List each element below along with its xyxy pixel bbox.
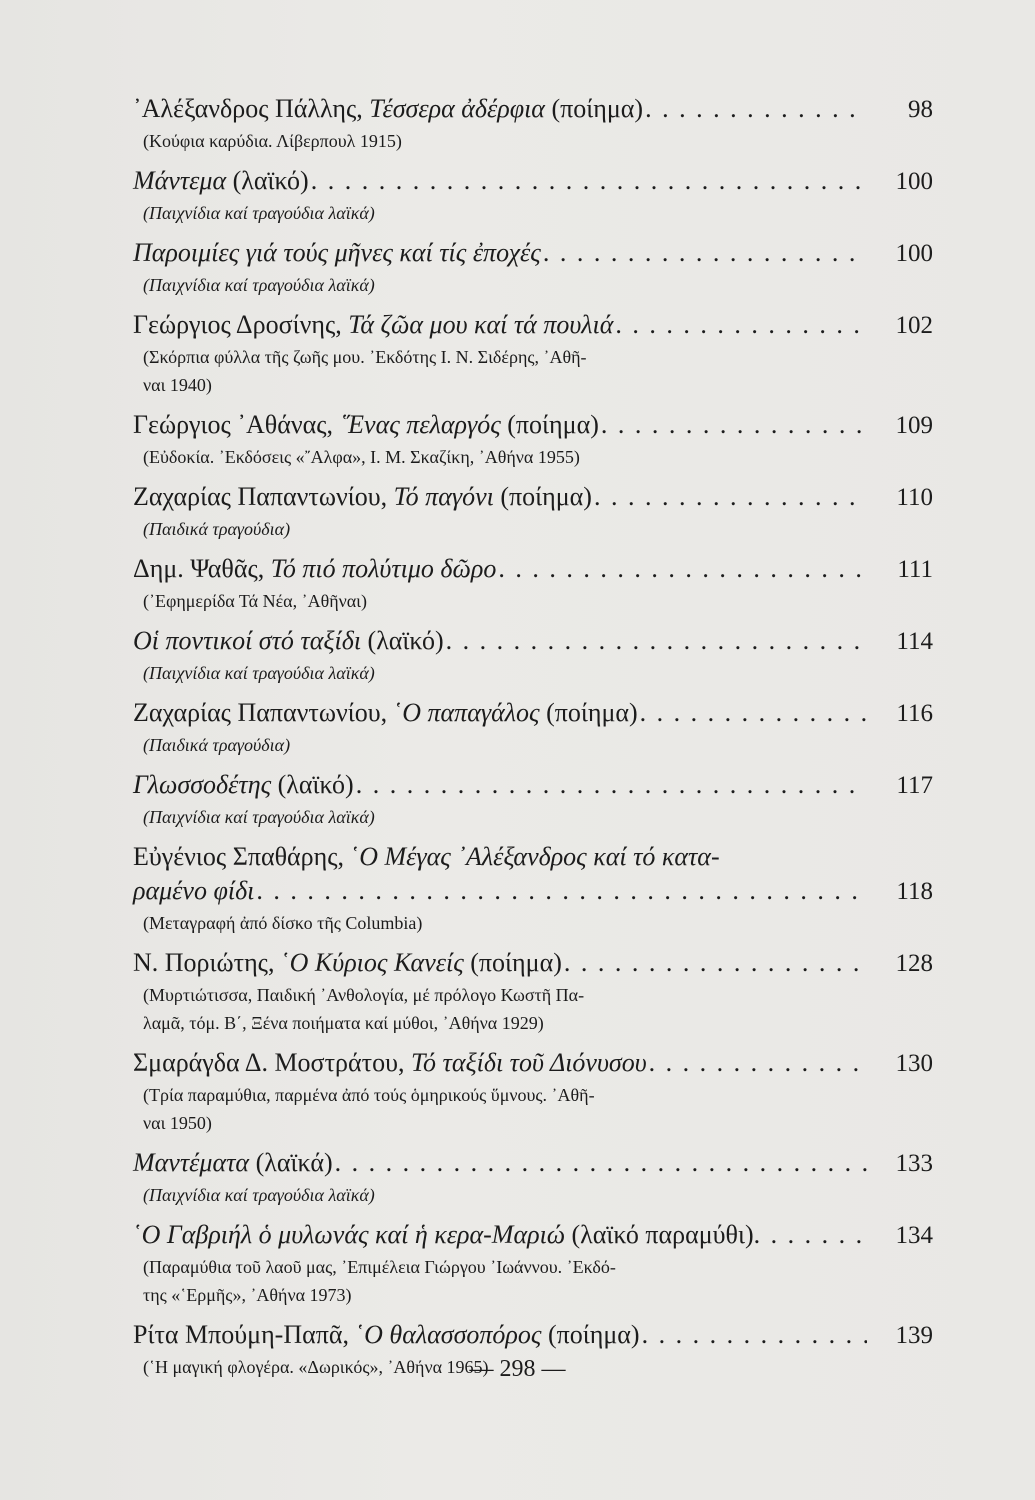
entry-genre: (ποίημα)	[493, 482, 592, 511]
dot-leader	[640, 696, 867, 730]
toc-entry-title	[133, 768, 354, 802]
dot-leader	[601, 408, 867, 442]
dot-leader	[498, 552, 867, 586]
entry-page-number: 100	[895, 240, 933, 267]
toc-entry-title	[133, 236, 541, 270]
entry-work-title: Τό πιό πολύτιμο δῶρο	[270, 554, 497, 583]
toc-entry	[133, 946, 933, 1037]
entry-author: Ρίτα Μπούμη-Παπᾶ,	[133, 1320, 356, 1349]
entry-page-number: 114	[896, 628, 933, 655]
entry-page-number: 98	[908, 96, 933, 123]
entry-work-title: Τά ζῶα μου καί τά πουλιά	[348, 310, 614, 339]
toc-entry	[133, 1146, 933, 1209]
entry-genre: (ποίημα)	[463, 948, 562, 977]
toc-entry-line	[133, 92, 933, 127]
entry-genre: (ποίημα)	[500, 410, 599, 439]
toc-entry	[133, 236, 933, 299]
entry-genre: (ποίημα)	[544, 94, 644, 123]
toc-entry	[133, 696, 933, 759]
toc-entry	[133, 768, 933, 831]
entry-author: Ζαχαρίας Παπαντωνίου,	[133, 698, 394, 727]
toc-entry-title	[133, 624, 444, 658]
toc-entry-line	[133, 236, 933, 271]
page-number-footer: — 298 —	[469, 1356, 566, 1382]
toc-entry-line	[133, 1046, 933, 1081]
entry-page-number: 118	[896, 878, 933, 905]
toc-entry-line	[133, 480, 933, 515]
entry-page-number: 109	[895, 412, 933, 439]
entry-work-title: Μαντέματα	[133, 1148, 250, 1177]
entry-source-line: ναι 1950)	[143, 1113, 212, 1133]
dot-leader	[311, 164, 867, 198]
toc-entry-title	[133, 480, 592, 514]
entry-author: ᾿Αλέξανδρος Πάλλης,	[133, 94, 370, 123]
toc-entry-line	[133, 552, 933, 587]
toc-entry-title	[133, 1218, 754, 1252]
entry-source	[133, 515, 933, 543]
entry-work-title: Οἱ ποντικοί στό ταξίδι	[133, 626, 362, 655]
entry-page-number: 111	[897, 556, 933, 583]
entry-genre: (λαϊκό παραμύθι)	[564, 1220, 754, 1249]
entry-source-line: ναι 1940)	[143, 375, 212, 395]
entry-source-line: (Παιχνίδια καί τραγούδια λαϊκά)	[143, 275, 375, 295]
toc-entry-line	[133, 768, 933, 803]
toc-entry-line	[133, 1218, 933, 1253]
entry-page-number: 117	[896, 772, 933, 799]
dot-leader	[645, 92, 867, 126]
entry-work-title: ῞Ενας πελαργός	[339, 410, 501, 439]
toc-entry	[133, 1046, 933, 1137]
entry-genre: (λαϊκό)	[361, 626, 444, 655]
entry-source	[133, 1081, 933, 1137]
dot-leader	[446, 624, 867, 658]
entry-work-title: ῾Ο Γαβριήλ ὁ μυλωνάς καί ἡ κερα-Μαριώ	[133, 1220, 565, 1249]
entry-source	[133, 343, 933, 399]
toc-entry	[133, 92, 933, 155]
entry-work-title: Τό ταξίδι τοῦ Διόνυσου	[410, 1048, 647, 1077]
toc-entry	[133, 480, 933, 543]
dot-leader	[256, 874, 867, 908]
entry-source-line: (Κούφια καρύδια. Λίβερπουλ 1915)	[143, 131, 402, 151]
entry-source-line: (Εὐδοκία. ᾿Εκδόσεις «῎Αλφα», Ι. Μ. Σκαζίκη, ᾿Αθήνα 1955)	[143, 447, 580, 467]
dot-leader	[642, 1318, 867, 1352]
entry-genre: (λαϊκό)	[226, 166, 309, 195]
entry-source-line: (Παιχνίδια καί τραγούδια λαϊκά)	[143, 663, 375, 683]
toc-entry	[133, 164, 933, 227]
entry-source-line: (Τρία παραμύθια, παρμένα ἀπό τούς ὁμηρικούς ὕμνους. ᾿Αθῆ-	[143, 1085, 595, 1105]
entry-work-title: Μάντεμα	[133, 166, 227, 195]
entry-source	[133, 659, 933, 687]
entry-work-title: ῾Ο θαλασσοπόρος	[355, 1320, 542, 1349]
entry-source-line: (Παιδικά τραγούδια)	[143, 735, 291, 755]
entry-genre: (ποίημα)	[539, 698, 638, 727]
entry-source	[133, 127, 933, 155]
entry-source-line: λαμᾶ, τόμ. Β΄, Ξένα ποιήματα καί μύθοι, ᾿Αθήνα 1929)	[143, 1013, 544, 1033]
entry-source-line: (Παραμύθια τοῦ λαοῦ μας, ᾿Επιμέλεια Γιώργου ᾿Ιωάννου. ᾿Εκδό-	[143, 1257, 616, 1277]
toc-entry-title	[133, 840, 933, 874]
toc-entry	[133, 308, 933, 399]
dot-leader	[564, 946, 867, 980]
entry-source	[133, 909, 933, 937]
dot-leader	[649, 1046, 867, 1080]
toc-entry-line	[133, 696, 933, 731]
toc-entry	[133, 840, 933, 937]
entry-work-title: Τό παγόνι	[393, 482, 494, 511]
entry-work-title: ραμένο φίδι	[133, 876, 255, 905]
toc-entry-line	[133, 874, 933, 909]
toc-entry-title	[133, 946, 562, 980]
entry-author: Δημ. Ψαθᾶς,	[133, 554, 271, 583]
entry-source-line: (Παιχνίδια καί τραγούδια λαϊκά)	[143, 807, 375, 827]
entry-source	[133, 981, 933, 1037]
entry-source-line: (Μεταγραφή ἀπό δίσκο τῆς Columbia)	[143, 913, 423, 933]
entry-work-title: ῾Ο Κύριος Κανείς	[280, 948, 464, 977]
toc-entry-line	[133, 624, 933, 659]
toc-entry-title	[133, 1046, 647, 1080]
entry-source-line: (Μυρτιώτισσα, Παιδική ᾿Ανθολογία, μέ πρόλογο Κωστῆ Πα-	[143, 985, 585, 1005]
dot-leader	[754, 1218, 871, 1252]
entry-work-title: ῾Ο Μέγας ᾿Αλέξανδρος καί τό κατα-	[350, 842, 720, 871]
toc-entry	[133, 408, 933, 471]
toc-entry-line	[133, 1146, 933, 1181]
entry-page-number: 100	[895, 168, 933, 195]
entry-source	[133, 1181, 933, 1209]
entry-source	[133, 443, 933, 471]
entry-page-number: 102	[895, 312, 933, 339]
entry-page-number: 128	[895, 950, 933, 977]
entry-author: Γεώργιος ᾿Αθάνας,	[133, 410, 340, 439]
toc-entry-title	[133, 696, 638, 730]
toc-entry-line	[133, 408, 933, 443]
toc-entry-title	[133, 1146, 333, 1180]
entry-source	[133, 587, 933, 615]
entry-source-line: (Σκόρπια φύλλα τῆς ζωῆς μου. ᾿Εκδότης Ι. Ν. Σιδέρης, ᾿Αθῆ-	[143, 347, 587, 367]
entry-genre: (ποίημα)	[541, 1320, 640, 1349]
dot-leader	[615, 308, 867, 342]
entry-author: Ν. Ποριώτης,	[133, 948, 281, 977]
entry-work-title: Παροιμίες γιά τούς μῆνες καί τίς ἐποχές	[133, 238, 541, 267]
entry-source	[133, 271, 933, 299]
toc-entry-line	[133, 164, 933, 199]
entry-work-title: ῾Ο παπαγάλος	[393, 698, 540, 727]
entry-page-number: 116	[896, 700, 933, 727]
toc-entry-line	[133, 308, 933, 343]
entry-author: Εὐγένιος Σπαθάρης,	[133, 842, 351, 871]
entry-source	[133, 1253, 933, 1309]
entry-page-number: 130	[895, 1050, 933, 1077]
toc-entry-title-continuation	[133, 874, 254, 908]
dot-leader	[356, 768, 867, 802]
toc-entry-title	[133, 92, 643, 126]
entry-author: Γεώργιος Δροσίνης,	[133, 310, 349, 339]
entry-page-number: 139	[895, 1322, 933, 1349]
toc-entry	[133, 552, 933, 615]
entry-page-number: 133	[895, 1150, 933, 1177]
toc-entry-title	[133, 408, 599, 442]
entry-source-line: (Παιχνίδια καί τραγούδια λαϊκά)	[143, 203, 375, 223]
dot-leader	[543, 236, 867, 270]
entry-source	[133, 199, 933, 227]
dot-leader	[335, 1146, 867, 1180]
table-of-contents	[133, 92, 933, 1390]
toc-entry-title	[133, 1318, 640, 1352]
entry-genre: (λαϊκά)	[249, 1148, 333, 1177]
entry-page-number: 134	[895, 1222, 933, 1249]
dot-leader	[594, 480, 867, 514]
entry-work-title: Τέσσερα ἀδέρφια	[369, 94, 545, 123]
toc-entry-line	[133, 1318, 933, 1353]
entry-page-number: 110	[896, 484, 933, 511]
entry-source	[133, 731, 933, 759]
entry-source-line: της «῾Ερμῆς», ᾿Αθήνα 1973)	[143, 1285, 352, 1305]
toc-entry-title	[133, 308, 613, 342]
entry-source	[133, 803, 933, 831]
entry-work-title: Γλωσσοδέτης	[133, 770, 272, 799]
entry-author: Ζαχαρίας Παπαντωνίου,	[133, 482, 394, 511]
entry-source-line: (᾿Εφημερίδα Τά Νέα, ᾿Αθῆναι)	[143, 591, 368, 611]
toc-entry	[133, 1218, 933, 1309]
entry-source-line: (Παιδικά τραγούδια)	[143, 519, 291, 539]
entry-genre: (λαϊκό)	[271, 770, 354, 799]
toc-entry	[133, 624, 933, 687]
entry-source-line: (Παιχνίδια καί τραγούδια λαϊκά)	[143, 1185, 375, 1205]
entry-source-line: (῾Η μαγική φλογέρα. «Δωρικός», ᾿Αθήνα 1965)	[143, 1357, 489, 1377]
toc-entry-line	[133, 946, 933, 981]
toc-entry-title	[133, 164, 309, 198]
entry-author: Σμαράγδα Δ. Μοστράτου,	[133, 1048, 411, 1077]
toc-entry-title	[133, 552, 496, 586]
